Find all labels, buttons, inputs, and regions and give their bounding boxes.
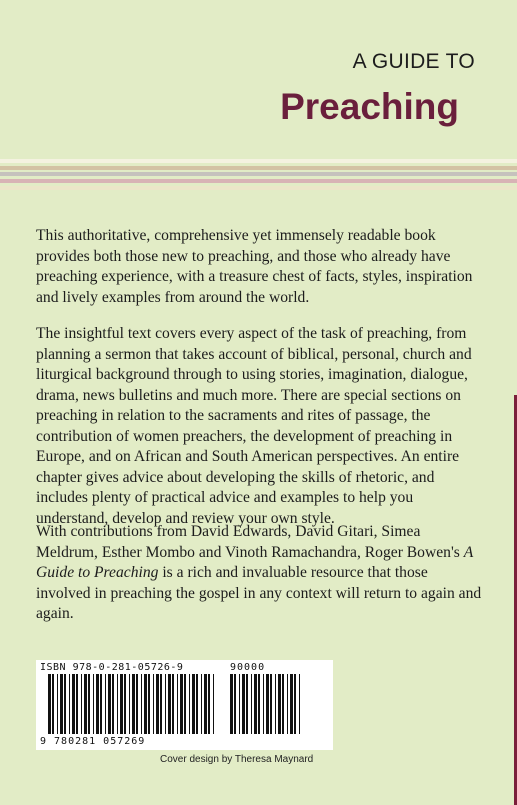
barcode-bar (117, 674, 118, 734)
blurb-text: With contributions from David Edwards, David Gitari, Simea Meldrum, Esther Mombo and Vinoth Ramachandra, Roger Bowen's (36, 523, 464, 561)
barcode-bar (112, 674, 114, 734)
barcode-bars (48, 674, 216, 734)
barcode-bar (201, 674, 202, 734)
barcode-bar (124, 674, 126, 734)
barcode-bar (93, 674, 94, 734)
decorative-stripe (0, 159, 517, 163)
barcode-bar (299, 674, 300, 734)
book-title-italic: A Guide to Preaching (36, 543, 473, 581)
barcode-bar (263, 674, 264, 734)
barcode-bar (294, 674, 296, 734)
ean-number: 9 780281 057269 (40, 736, 146, 747)
barcode-bar (88, 674, 90, 734)
barcode-bar (242, 674, 245, 734)
barcode-addon-bars (230, 674, 300, 734)
barcode-bar (156, 674, 159, 734)
barcode-bar (57, 674, 58, 734)
barcode-bar (76, 674, 78, 734)
barcode-bar (64, 674, 66, 734)
barcode-bar (165, 674, 166, 734)
barcode-bar (81, 674, 82, 734)
barcode-bar (246, 674, 248, 734)
barcode-bar (96, 674, 99, 734)
barcode-bar (129, 674, 130, 734)
barcode (36, 660, 333, 750)
barcode-bar (290, 674, 293, 734)
barcode-bar (230, 674, 233, 734)
barcode-bar (196, 674, 198, 734)
barcode-bar (69, 674, 70, 734)
barcode-bar (258, 674, 260, 734)
barcode-bar (48, 674, 51, 734)
barcode-bar (234, 674, 236, 734)
barcode-bar (278, 674, 281, 734)
barcode-bar (132, 674, 135, 734)
isbn-label: ISBN 978-0-281-05726-9 (40, 662, 184, 673)
barcode-bar (136, 674, 138, 734)
barcode-bar (172, 674, 174, 734)
barcode-bar (153, 674, 154, 734)
barcode-bar (251, 674, 252, 734)
barcode-bar (204, 674, 207, 734)
blurb-paragraph-2: The insightful text covers every aspect of the task of preaching, from planning a sermon that takes account of biblical, personal, church and liturgical background through to using stories, imagination, dialogue, drama, news bulletins and much more. There are special sections on preaching in relation to the sacraments and rites of passage, the contribution of women preachers, the development of preaching in Europe, and on African and South American perspectives. An entire chapter gives advice about developing the skills of rhetoric, and includes plenty of practical advice and examples to help you understand, develop and review your own style. (36, 325, 472, 527)
barcode-bar (189, 674, 190, 734)
blurb-paragraph-1: This authoritative, comprehensive yet immensely readable book provides both those new to preaching, and those who already have preaching experience, with a treasure chest of facts, styles, inspiration and lively examples from around the world. (36, 227, 473, 306)
cover-credit: Cover design by Theresa Maynard (160, 754, 314, 765)
barcode-bar (180, 674, 183, 734)
barcode-bar (192, 674, 195, 734)
book-title: Preaching (280, 86, 459, 127)
barcode-bar (84, 674, 87, 734)
barcode-bar (148, 674, 150, 734)
blurb-text: is a rich and invaluable resource that those involved in preaching the gospel in any context will return to again and again. (36, 564, 482, 622)
barcode-bar (177, 674, 178, 734)
barcode-bar (100, 674, 102, 734)
barcode-bar (287, 674, 288, 734)
barcode-bar (168, 674, 171, 734)
barcode-bar (208, 674, 210, 734)
title-prefix: A GUIDE TO (352, 50, 475, 73)
barcode-bar (52, 674, 54, 734)
barcode-addon-number: 90000 (230, 662, 266, 673)
barcode-bar (160, 674, 162, 734)
barcode-bar (108, 674, 111, 734)
barcode-bar (213, 674, 214, 734)
barcode-bar (275, 674, 276, 734)
barcode-bar (254, 674, 257, 734)
barcode-bar (270, 674, 272, 734)
barcode-bar (105, 674, 106, 734)
decorative-stripe (0, 172, 517, 176)
decorative-stripe (0, 179, 517, 183)
blurb-paragraph-3 (36, 522, 484, 625)
barcode-bar (60, 674, 63, 734)
barcode-bar (184, 674, 186, 734)
decorative-stripe (0, 186, 517, 190)
barcode-bar (144, 674, 147, 734)
barcode-bar (282, 674, 284, 734)
barcode-bar (120, 674, 123, 734)
decorative-stripe (0, 166, 517, 170)
barcode-bar (72, 674, 75, 734)
barcode-bar (239, 674, 240, 734)
barcode-bar (266, 674, 269, 734)
barcode-bar (141, 674, 142, 734)
